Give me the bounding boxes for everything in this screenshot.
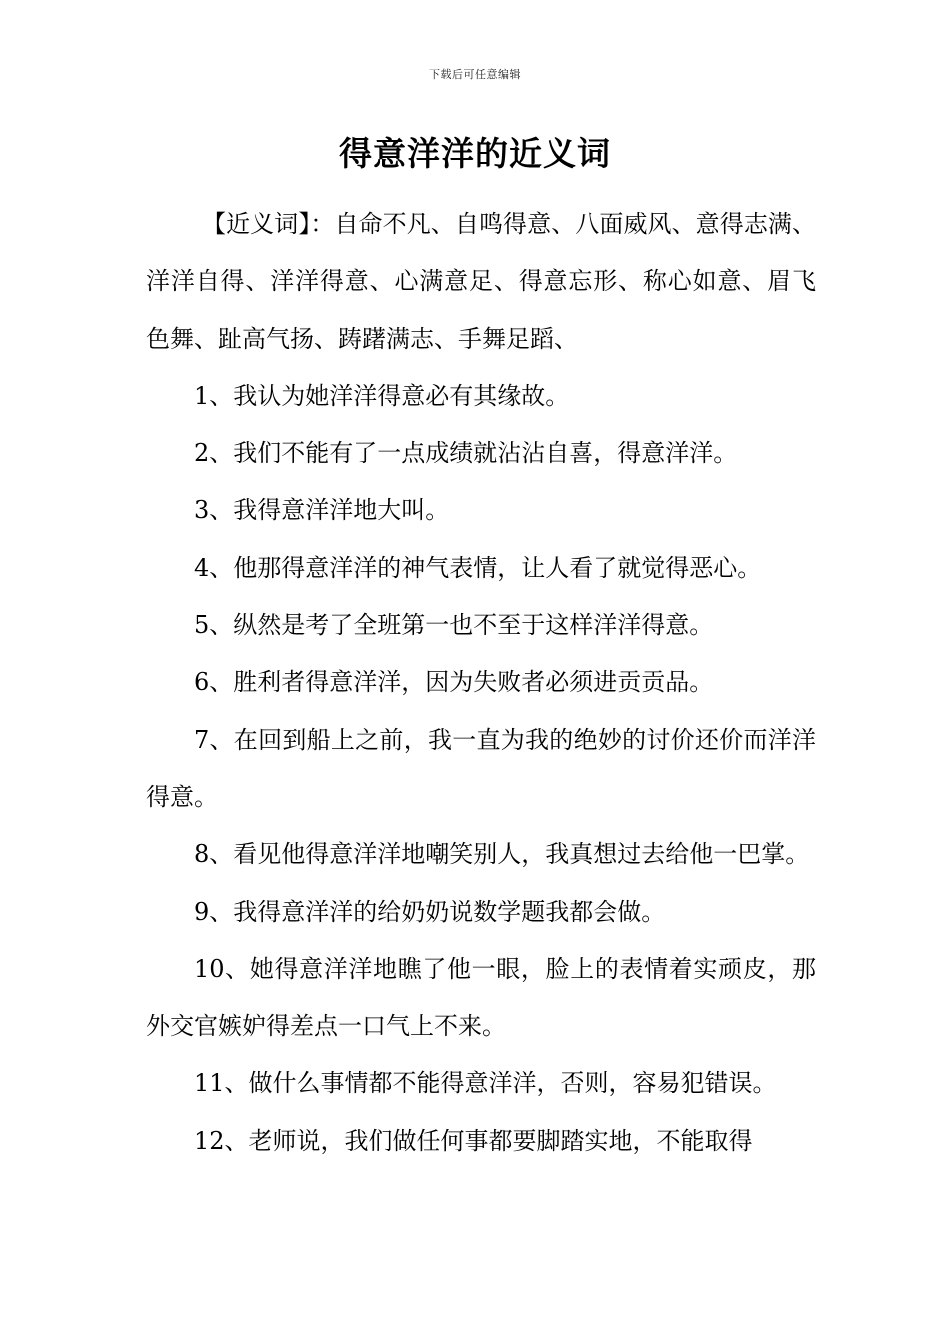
example-sentence-2: 2、我们不能有了一点成绩就沾沾自喜，得意洋洋。	[194, 439, 738, 468]
example-sentence-12: 12、老师说，我们做任何事都要脚踏实地，不能取得	[194, 1126, 753, 1155]
example-sentence-8: 8、看见他得意洋洋地嘲笑别人，我真想过去给他一巴掌。	[194, 840, 810, 869]
example-sentence-7: 7、在回到船上之前，我一直为我的绝妙的讨价还价而洋洋得意。	[146, 725, 816, 811]
example-sentence-3: 3、我得意洋洋地大叫。	[194, 496, 450, 525]
synonyms-paragraph: 【近义词】：自命不凡、自鸣得意、八面威风、意得志满、洋洋自得、洋洋得意、心满意足、得意忘形、称心如意、眉飞色舞、趾高气扬、踌躇满志、手舞足蹈、	[146, 210, 816, 353]
document-body	[146, 196, 816, 1170]
header-note: 下载后可任意编辑	[429, 68, 521, 81]
example-sentence-6: 6、胜利者得意洋洋，因为失败者必须进贡贡品。	[194, 668, 714, 697]
example-sentence-1: 1、我认为她洋洋得意必有其缘故。	[194, 381, 570, 410]
example-sentence-5: 5、纵然是考了全班第一也不至于这样洋洋得意。	[194, 611, 714, 640]
example-sentence-11: 11、做什么事情都不能得意洋洋，否则，容易犯错误。	[194, 1069, 777, 1098]
example-sentence-4: 4、他那得意洋洋的神气表情，让人看了就觉得恶心。	[194, 553, 762, 582]
page-title: 得意洋洋的近义词	[339, 134, 611, 173]
example-sentence-9: 9、我得意洋洋的给奶奶说数学题我都会做。	[194, 897, 666, 926]
example-sentence-10: 10、她得意洋洋地瞧了他一眼，脸上的表情着实顽皮，那外交官嫉妒得差点一口气上不来。	[146, 954, 816, 1041]
